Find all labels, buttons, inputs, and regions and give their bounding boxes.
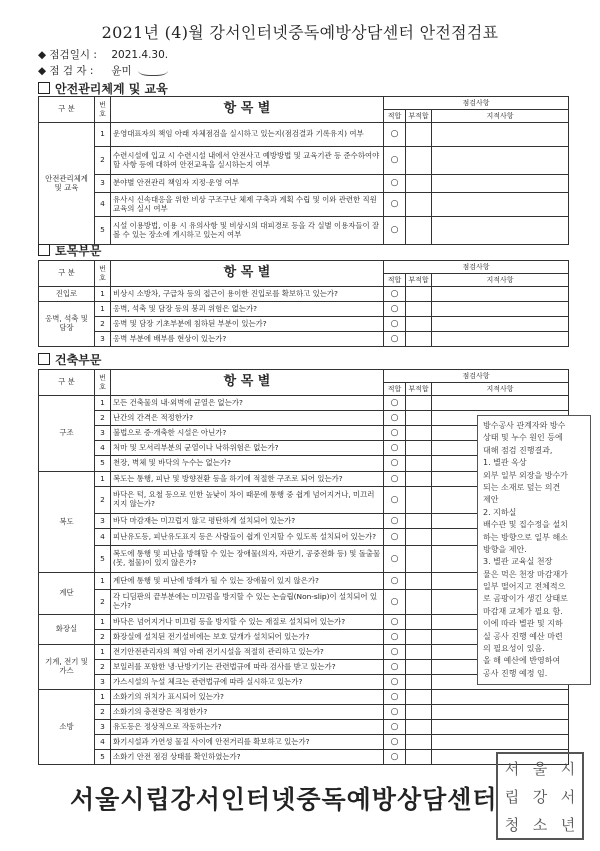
- row-number: 3: [95, 332, 111, 347]
- table-row: [39, 690, 569, 705]
- row-ng-mark: [406, 529, 432, 546]
- note-line: 대해 점검 진행결과,: [483, 445, 553, 455]
- seal-char: 강: [532, 787, 548, 806]
- table-row: [39, 123, 569, 147]
- inspector: [38, 63, 168, 78]
- section-title-text: 안전관리체계 및 교육: [55, 82, 168, 96]
- row-ok-mark: ○: [384, 426, 406, 441]
- row-note: [432, 123, 569, 147]
- row-ng-mark: [406, 660, 432, 675]
- seal-char: 시: [560, 759, 576, 778]
- category-cell: 안전관리체계 및 교육: [39, 123, 95, 245]
- row-number: 1: [95, 645, 111, 660]
- section-title-text: 토목부문: [55, 244, 102, 258]
- row-ok-mark: ○: [384, 332, 406, 347]
- row-note: [432, 735, 569, 750]
- header-category: 구 분: [39, 261, 95, 287]
- note-line: 배수관 및 집수정을 설치: [483, 520, 568, 530]
- row-item-text: 옹벽 및 담장 기초부분에 침하된 부분이 있는가?: [111, 317, 384, 332]
- row-item-text: 가스시설의 누설 체크는 관련법규에 따라 실시하고 있는가?: [111, 675, 384, 690]
- row-ng-mark: [406, 487, 432, 514]
- row-ok-mark: ○: [384, 690, 406, 705]
- row-ng-mark: [406, 630, 432, 645]
- row-ok-mark: ○: [384, 675, 406, 690]
- row-number: 2: [95, 660, 111, 675]
- header-ok: 적합: [384, 110, 406, 123]
- header-ok: 적합: [384, 274, 406, 287]
- row-number: 3: [95, 514, 111, 529]
- row-ng-mark: [406, 690, 432, 705]
- header-item: 항 목 별: [111, 370, 384, 396]
- row-ok-mark: ○: [384, 396, 406, 411]
- inspection-date: [38, 47, 168, 62]
- seal-char: 청: [504, 815, 520, 834]
- note-line: 실 공사 진행 예산 마련: [483, 631, 563, 641]
- row-ok-mark: ○: [384, 630, 406, 645]
- header-ng: 부적합: [406, 110, 432, 123]
- note-line: 3. 별관 교육실 천장: [483, 557, 553, 567]
- note-line: 마감재 교체가 필요 함.: [483, 606, 563, 616]
- table-row: [39, 147, 569, 175]
- row-ng-mark: [406, 750, 432, 765]
- row-item-text: 시설 이용방법, 이용 시 유의사항 및 비상시의 대피경로 등을 각 실별 이용자들이 잘 볼 수 있는 장소에 게시하고 있는지 여부: [111, 217, 384, 245]
- row-item-text: 바닥은 턱, 요철 등으로 인한 높낮이 차이 때문에 통행 중 쉽게 넘어지거나, 미끄러지지 않는가?: [111, 487, 384, 514]
- table-row: [39, 193, 569, 217]
- row-number: 5: [95, 456, 111, 472]
- civil-table: [38, 260, 569, 347]
- inspector-label: ◆ 점 검 자 :: [38, 65, 94, 77]
- row-number: 4: [95, 441, 111, 456]
- row-number: 3: [95, 426, 111, 441]
- header-ok: 적합: [384, 383, 406, 396]
- row-ng-mark: [406, 645, 432, 660]
- row-note: [432, 396, 569, 411]
- row-item-text: 보일러를 포함한 냉·난방기기는 관련법규에 따라 검사를 받고 있는가?: [111, 660, 384, 675]
- header-number: 번호: [95, 97, 111, 123]
- note-line: 공사 진행 예정 임.: [483, 668, 548, 678]
- row-item-text: 계단에 통행 및 피난에 방해가 될 수 있는 장애물이 있지 않은가?: [111, 573, 384, 590]
- row-note: [432, 193, 569, 217]
- row-item-text: 화기시설과 가연성 물질 사이에 안전거리를 확보하고 있는가?: [111, 735, 384, 750]
- row-item-text: 모든 건축물의 내·외벽에 균열은 없는가?: [111, 396, 384, 411]
- row-number: 3: [95, 675, 111, 690]
- inspector-value: 윤미: [111, 65, 132, 77]
- row-ng-mark: [406, 441, 432, 456]
- category-cell: 복도: [39, 472, 95, 573]
- seal-char: 서: [560, 787, 576, 806]
- table-row: [39, 396, 569, 411]
- row-ng-mark: [406, 615, 432, 630]
- note-line: 방향을 제안.: [483, 544, 527, 554]
- row-number: 5: [95, 217, 111, 245]
- note-line: 이에 따라 별관 및 지하: [483, 619, 563, 629]
- row-ng-mark: [406, 287, 432, 302]
- safety-table: [38, 96, 569, 245]
- header-note: 지적사항: [432, 383, 569, 396]
- seal-char: 립: [504, 787, 520, 806]
- row-number: 1: [95, 690, 111, 705]
- row-number: 5: [95, 750, 111, 765]
- note-line: 로 곰팡이가 생긴 상태로: [483, 594, 568, 604]
- section-title-building: [38, 351, 101, 368]
- seal-char: 서: [504, 759, 520, 778]
- row-number: 2: [95, 630, 111, 645]
- category-cell: 계단: [39, 573, 95, 615]
- header-check: 점검사항: [384, 97, 569, 110]
- row-number: 3: [95, 175, 111, 193]
- row-ng-mark: [406, 573, 432, 590]
- row-number: 5: [95, 546, 111, 573]
- row-number: 3: [95, 720, 111, 735]
- row-note: [432, 217, 569, 245]
- row-item-text: 천장, 벽체 및 바닥의 누수는 없는가?: [111, 456, 384, 472]
- row-item-text: 복도는 통행, 피난 및 방향전환 등을 하기에 적절한 구조로 되어 있는가?: [111, 472, 384, 487]
- note-line: 물은 먹은 천장 마감재가: [483, 569, 568, 579]
- row-ok-mark: ○: [384, 302, 406, 317]
- row-item-text: 난간의 간격은 적정한가?: [111, 411, 384, 426]
- row-ok-mark: ○: [384, 705, 406, 720]
- note-line: 올 해 예산에 반영하여: [483, 656, 561, 666]
- row-note: [432, 147, 569, 175]
- row-number: 1: [95, 287, 111, 302]
- row-ng-mark: [406, 175, 432, 193]
- header-category: 구 분: [39, 97, 95, 123]
- row-note: [432, 332, 569, 347]
- row-note: [432, 690, 569, 705]
- official-seal: [496, 752, 584, 840]
- row-ok-mark: ○: [384, 441, 406, 456]
- row-ng-mark: [406, 426, 432, 441]
- row-item-text: 유사시 신속대응을 위한 비상 구조구난 체제 구축과 계획 수립 및 이와 관련한 직원 교육의 실시 여부: [111, 193, 384, 217]
- row-ng-mark: [406, 514, 432, 529]
- row-ok-mark: ○: [384, 472, 406, 487]
- row-item-text: 분야별 안전관리 책임자 지정·운영 여부: [111, 175, 384, 193]
- page-title: 2021년 (4)월 강서인터넷중독예방상담센터 안전점검표: [101, 23, 499, 42]
- signature: [138, 63, 168, 76]
- row-number: 1: [95, 302, 111, 317]
- row-ok-mark: ○: [384, 175, 406, 193]
- header-note: 지적사항: [432, 110, 569, 123]
- header-note: 지적사항: [432, 274, 569, 287]
- row-ng-mark: [406, 720, 432, 735]
- note-line: 1. 별관 옥상: [483, 458, 527, 468]
- table-row: [39, 287, 569, 302]
- row-note: [432, 287, 569, 302]
- row-ok-mark: ○: [384, 317, 406, 332]
- center-name: 서울시립강서인터넷중독예방상담센터: [70, 785, 498, 814]
- note-line: 일부 떨어지고 전체적으: [483, 582, 566, 592]
- header-item: 항 목 별: [111, 261, 384, 287]
- row-ok-mark: ○: [384, 590, 406, 615]
- row-item-text: 각 디딤판의 끝부분에는 미끄럼을 방지할 수 있는 논슬립(Non-slip)이 설치되어 있는가?: [111, 590, 384, 615]
- row-ng-mark: [406, 411, 432, 426]
- row-item-text: 소화기의 충전량은 적정한가?: [111, 705, 384, 720]
- row-ng-mark: [406, 472, 432, 487]
- row-ok-mark: ○: [384, 123, 406, 147]
- row-note: [432, 302, 569, 317]
- category-cell: 진입로: [39, 287, 95, 302]
- row-ok-mark: ○: [384, 217, 406, 245]
- row-number: 1: [95, 615, 111, 630]
- table-row: [39, 720, 569, 735]
- row-ng-mark: [406, 302, 432, 317]
- note-line: 되는 소재로 덮는 의견: [483, 482, 561, 492]
- row-ok-mark: ○: [384, 147, 406, 175]
- section-title-text: 건축부문: [55, 353, 102, 367]
- row-ok-mark: ○: [384, 735, 406, 750]
- row-ng-mark: [406, 123, 432, 147]
- inspector-note: [477, 415, 591, 685]
- row-ng-mark: [406, 193, 432, 217]
- table-row: [39, 217, 569, 245]
- row-number: 2: [95, 317, 111, 332]
- row-ok-mark: ○: [384, 750, 406, 765]
- table-row: [39, 705, 569, 720]
- table-row: [39, 302, 569, 317]
- row-ng-mark: [406, 675, 432, 690]
- row-ng-mark: [406, 546, 432, 573]
- row-item-text: 화장실에 설치된 전기설비에는 보호 덮개가 설치되어 있는가?: [111, 630, 384, 645]
- header-check: 점검사항: [384, 261, 569, 274]
- row-number: 2: [95, 411, 111, 426]
- row-ng-mark: [406, 456, 432, 472]
- row-ng-mark: [406, 217, 432, 245]
- row-ng-mark: [406, 317, 432, 332]
- header-item: 항 목 별: [111, 97, 384, 123]
- category-cell: 소방: [39, 690, 95, 765]
- row-ok-mark: ○: [384, 287, 406, 302]
- row-number: 1: [95, 123, 111, 147]
- seal-char: 년: [560, 815, 576, 834]
- row-number: 4: [95, 529, 111, 546]
- row-ok-mark: ○: [384, 546, 406, 573]
- row-number: 2: [95, 590, 111, 615]
- header-ng: 부적합: [406, 383, 432, 396]
- note-line: 하는 방향으로 일부 해소: [483, 532, 568, 542]
- category-cell: 기계, 전기 및 가스: [39, 645, 95, 690]
- row-number: 4: [95, 735, 111, 750]
- row-item-text: 복도에 통행 및 피난을 방해할 수 있는 장애물(의자, 자판기, 공중전화 등) 및 돌출물(못, 철물)이 있지 않은가?: [111, 546, 384, 573]
- header-category: 구 분: [39, 370, 95, 396]
- inspection-date-label: ◆ 점검일시 :: [38, 49, 97, 61]
- row-item-text: 옹벽, 석축 및 담장 등의 붕괴 위험은 없는가?: [111, 302, 384, 317]
- category-cell: 구조: [39, 396, 95, 472]
- row-item-text: 바닥 마감재는 미끄럽지 않고 평탄하게 설치되어 있는가?: [111, 514, 384, 529]
- row-item-text: 바닥은 넘어지거나 미끄럼 등을 방지할 수 있는 재질로 설치되어 있는가?: [111, 615, 384, 630]
- row-ok-mark: ○: [384, 645, 406, 660]
- checkbox-icon: [38, 244, 50, 256]
- row-ng-mark: [406, 735, 432, 750]
- row-number: 2: [95, 705, 111, 720]
- header-ng: 부적합: [406, 274, 432, 287]
- row-note: [432, 317, 569, 332]
- row-number: 2: [95, 487, 111, 514]
- row-item-text: 소화기 안전 점검 상태를 확인하였는가?: [111, 750, 384, 765]
- table-row: [39, 750, 569, 765]
- row-ok-mark: ○: [384, 529, 406, 546]
- note-line: 의 필요성이 있음.: [483, 644, 545, 654]
- seal-char: 울: [532, 759, 548, 778]
- header-number: 번호: [95, 370, 111, 396]
- row-item-text: 불법으로 증·개축한 시설은 아닌가?: [111, 426, 384, 441]
- table-row: [39, 332, 569, 347]
- row-note: [432, 705, 569, 720]
- row-ok-mark: ○: [384, 411, 406, 426]
- row-item-text: 유도등은 정상적으로 작동하는가?: [111, 720, 384, 735]
- note-line: 제안: [483, 495, 499, 505]
- row-ng-mark: [406, 705, 432, 720]
- table-row: [39, 317, 569, 332]
- seal-char: 소: [532, 815, 548, 834]
- row-ok-mark: ○: [384, 456, 406, 472]
- row-number: 4: [95, 193, 111, 217]
- category-cell: 화장실: [39, 615, 95, 645]
- checkbox-icon: [38, 353, 50, 365]
- row-ok-mark: ○: [384, 573, 406, 590]
- row-ok-mark: ○: [384, 615, 406, 630]
- table-row: [39, 175, 569, 193]
- section-title-safety: [38, 80, 168, 97]
- row-item-text: 처마 및 모서리부분의 균열이나 낙하위험은 없는가?: [111, 441, 384, 456]
- note-line: 2. 지하실: [483, 507, 517, 517]
- row-number: 1: [95, 396, 111, 411]
- section-title-civil: [38, 242, 101, 259]
- row-ok-mark: ○: [384, 514, 406, 529]
- row-number: 2: [95, 147, 111, 175]
- note-line: 방수공사 관계자와 방수: [483, 421, 566, 430]
- row-number: 1: [95, 573, 111, 590]
- row-item-text: 비상시 소방차, 구급차 등의 접근이 용이한 진입로를 확보하고 있는가?: [111, 287, 384, 302]
- row-note: [432, 175, 569, 193]
- row-ng-mark: [406, 590, 432, 615]
- row-item-text: 운영대표자의 책임 아래 자체점검을 실시하고 있는지(점검결과 기록유지) 여부: [111, 123, 384, 147]
- row-item-text: 소화기의 위치가 표시되어 있는가?: [111, 690, 384, 705]
- header-number: 번호: [95, 261, 111, 287]
- table-row: [39, 735, 569, 750]
- row-item-text: 전기안전관리자의 책임 아래 전기시설을 적절히 관리하고 있는가?: [111, 645, 384, 660]
- row-item-text: 수련시설에 입교 시 수련시설 내에서 안전사고 예방방법 및 교육기관 등 준수하여야 할 사항 등에 대하여 안전교육을 실시하는지 여부: [111, 147, 384, 175]
- inspection-date-value: 2021.4.30.: [111, 49, 169, 61]
- note-line: 외부 일부 외장을 방수가: [483, 470, 568, 480]
- row-ok-mark: ○: [384, 193, 406, 217]
- note-line: 상태 및 누수 원인 등에: [483, 433, 563, 443]
- row-note: [432, 720, 569, 735]
- header-check: 점검사항: [384, 370, 569, 383]
- row-ok-mark: ○: [384, 720, 406, 735]
- checkbox-icon: [38, 82, 50, 94]
- row-ng-mark: [406, 396, 432, 411]
- row-item-text: 피난유도등, 피난유도표지 등은 사람들이 쉽게 인지할 수 있도록 설치되어 있는가?: [111, 529, 384, 546]
- row-number: 1: [95, 472, 111, 487]
- row-item-text: 옹벽 부분에 배부름 현상이 있는가?: [111, 332, 384, 347]
- row-ok-mark: ○: [384, 660, 406, 675]
- row-ng-mark: [406, 332, 432, 347]
- category-cell: 옹벽, 석축 및 담장: [39, 302, 95, 347]
- row-ok-mark: ○: [384, 487, 406, 514]
- row-ng-mark: [406, 147, 432, 175]
